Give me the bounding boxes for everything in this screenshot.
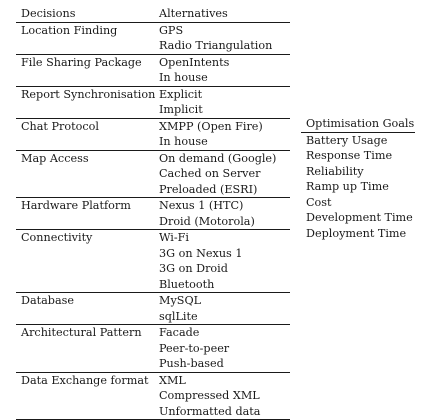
table-row [16, 23, 290, 39]
decision-cell: Architectural Pattern [16, 325, 159, 341]
alternative-cell: In house [159, 70, 290, 86]
list-item: Reliability [301, 164, 415, 180]
empty-cell [16, 134, 159, 150]
table-row [16, 151, 290, 167]
decision-group [16, 55, 290, 87]
decision-group [16, 325, 290, 373]
alternative-cell: 3G on Droid [159, 261, 290, 277]
alternative-cell: Preloaded (ESRI) [159, 182, 290, 198]
table-row [16, 38, 290, 54]
empty-cell [16, 38, 159, 54]
table-row [16, 87, 290, 103]
empty-cell [16, 341, 159, 357]
empty-cell [16, 404, 159, 420]
alternative-cell: Nexus 1 (HTC) [159, 198, 290, 214]
table-row [16, 102, 290, 118]
table-row [16, 356, 290, 372]
list-item: Battery Usage [301, 133, 415, 149]
decision-group [16, 230, 290, 293]
decision-group [16, 293, 290, 325]
decision-cell: File Sharing Package [16, 55, 159, 71]
table-row [16, 70, 290, 86]
decision-group [16, 23, 290, 55]
empty-cell [16, 182, 159, 198]
alternatives-column-header: Alternatives [159, 6, 290, 22]
decisions-header-row [16, 6, 290, 23]
table-row [16, 404, 290, 420]
table-row [16, 55, 290, 71]
optimisation-goals-list [301, 133, 415, 242]
alternative-cell: Bluetooth [159, 277, 290, 293]
table-row [16, 166, 290, 182]
alternative-cell: In house [159, 134, 290, 150]
table-row [16, 293, 290, 309]
alternative-cell: OpenIntents [159, 55, 290, 71]
alternative-cell: sqlLite [159, 309, 290, 325]
alternative-cell: XML [159, 373, 290, 389]
table-row [16, 182, 290, 198]
decision-group [16, 373, 290, 420]
alternative-cell: Compressed XML [159, 388, 290, 404]
empty-cell [16, 261, 159, 277]
list-item: Ramp up Time [301, 179, 415, 195]
alternative-cell: 3G on Nexus 1 [159, 246, 290, 262]
table-row [16, 261, 290, 277]
list-item: Response Time [301, 148, 415, 164]
decision-cell: Map Access [16, 151, 159, 167]
list-item: Cost [301, 195, 415, 211]
table-row [16, 246, 290, 262]
decisions-table [16, 6, 290, 420]
table-row [16, 373, 290, 389]
empty-cell [16, 246, 159, 262]
alternative-cell: Implicit [159, 102, 290, 118]
alternative-cell: Explicit [159, 87, 290, 103]
empty-cell [16, 388, 159, 404]
empty-cell [16, 277, 159, 293]
alternative-cell: Cached on Server [159, 166, 290, 182]
empty-cell [16, 356, 159, 372]
table-row [16, 341, 290, 357]
alternative-cell: Push-based [159, 356, 290, 372]
decision-cell: Report Synchronisation [16, 87, 159, 103]
alternative-cell: MySQL [159, 293, 290, 309]
table-row [16, 134, 290, 150]
decision-groups [16, 23, 290, 420]
decision-cell: Connectivity [16, 230, 159, 246]
decision-cell: Location Finding [16, 23, 159, 39]
alternative-cell: On demand (Google) [159, 151, 290, 167]
alternative-cell: Droid (Motorola) [159, 214, 290, 230]
table-row [16, 119, 290, 135]
table-row [16, 388, 290, 404]
alternative-cell: Wi-Fi [159, 230, 290, 246]
empty-cell [16, 166, 159, 182]
alternative-cell: XMPP (Open Fire) [159, 119, 290, 135]
alternative-cell: Peer-to-peer [159, 341, 290, 357]
decision-cell: Data Exchange format [16, 373, 159, 389]
decisions-column-header: Decisions [16, 6, 159, 22]
optimisation-goals-table [301, 116, 415, 241]
alternative-cell: GPS [159, 23, 290, 39]
alternative-cell: Radio Triangulation [159, 38, 290, 54]
table-row [16, 325, 290, 341]
decision-cell: Database [16, 293, 159, 309]
decision-group [16, 198, 290, 230]
alternative-cell: Facade [159, 325, 290, 341]
empty-cell [16, 70, 159, 86]
list-item: Deployment Time [301, 226, 415, 242]
empty-cell [16, 214, 159, 230]
table-row [16, 277, 290, 293]
empty-cell [16, 102, 159, 118]
optimisation-goals-header: Optimisation Goals [301, 116, 415, 133]
list-item: Development Time [301, 210, 415, 226]
table-row [16, 309, 290, 325]
decision-cell: Chat Protocol [16, 119, 159, 135]
table-row [16, 214, 290, 230]
table-row [16, 230, 290, 246]
decision-group [16, 151, 290, 199]
alternative-cell: Unformatted data [159, 404, 290, 420]
decision-cell: Hardware Platform [16, 198, 159, 214]
decision-group [16, 119, 290, 151]
table-row [16, 198, 290, 214]
empty-cell [16, 309, 159, 325]
decision-group [16, 87, 290, 119]
